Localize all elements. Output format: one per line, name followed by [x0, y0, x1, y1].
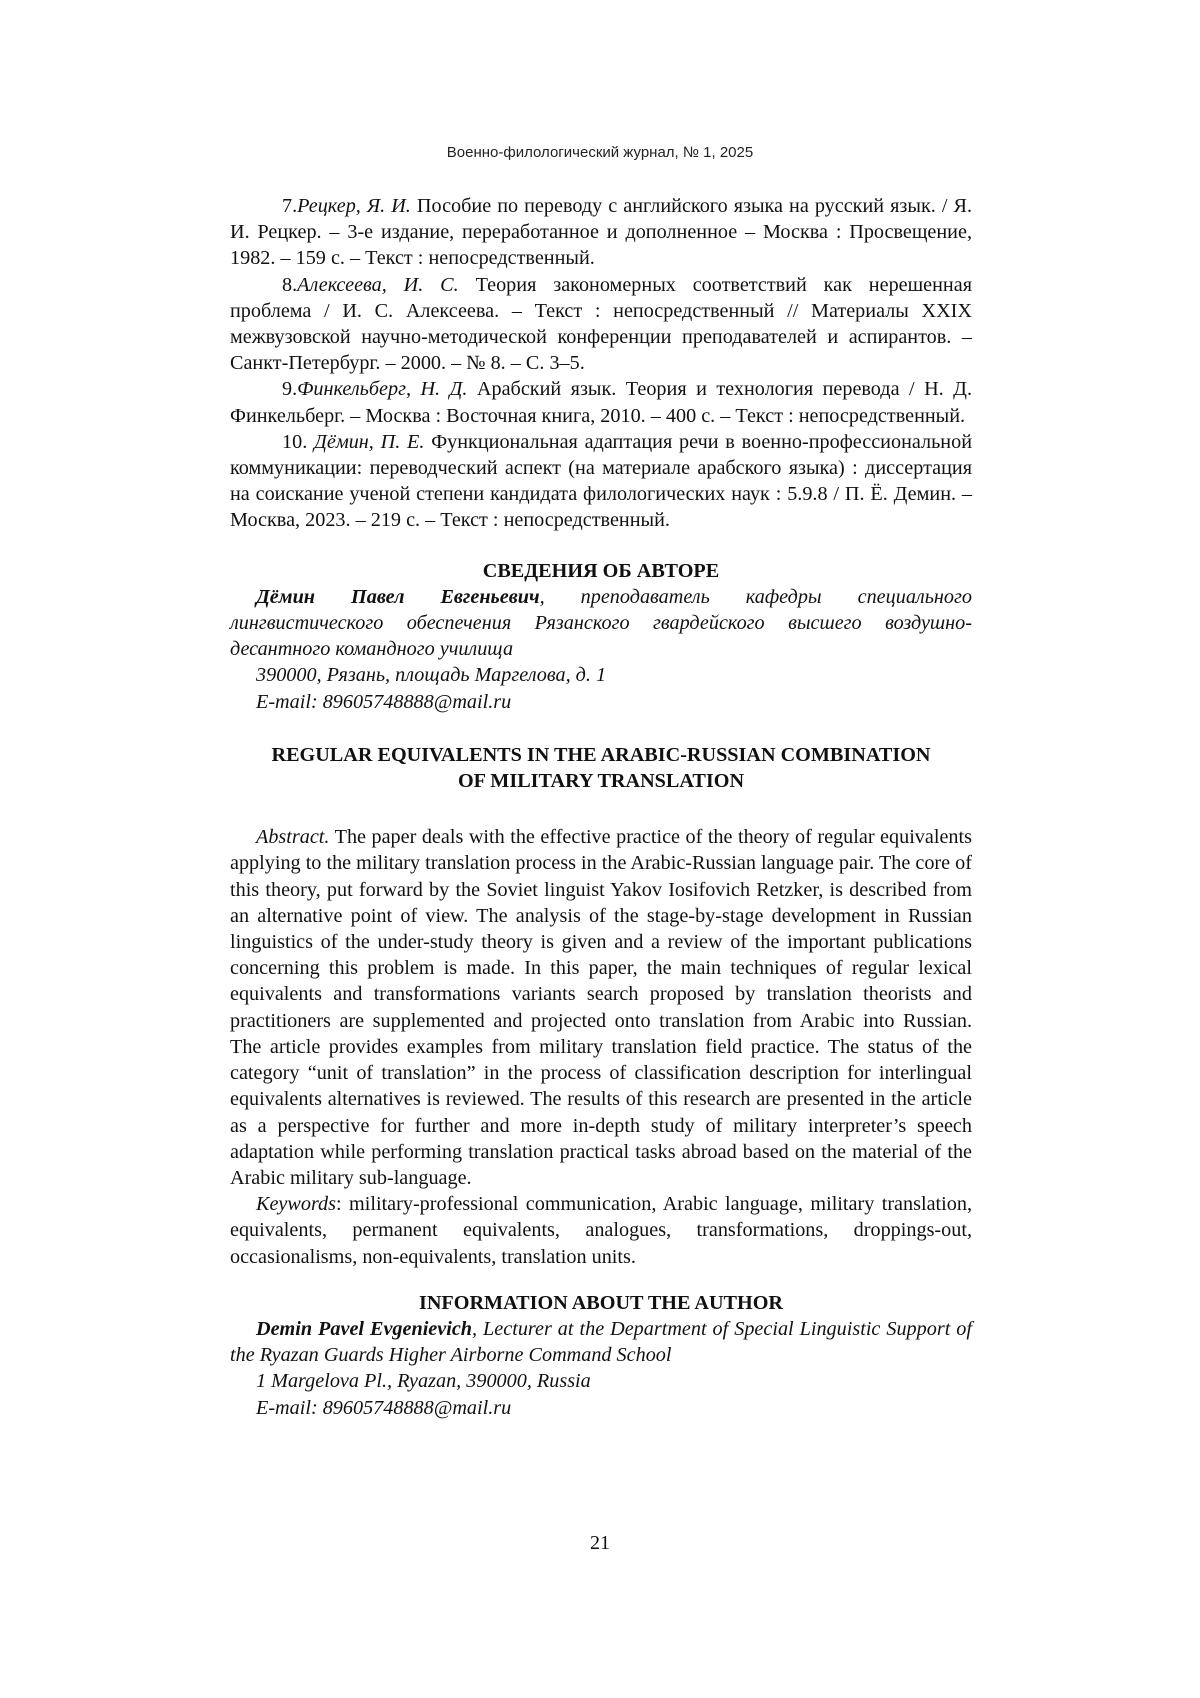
keywords-text: : military-professional communication, Arabic language, military translation, equivalents, permanent equivalents, analogues, transformations, droppings-out, occasionalisms, non-equivalents, translation units.: [230, 1193, 972, 1268]
author-position-en: , Lecturer at the Department of Special Linguistic Support of the Ryazan Guards Higher Airborne Command School: [230, 1317, 972, 1367]
author-email-en: E-mail: 89605748888@mail.ru: [256, 1396, 512, 1419]
author-address-en: 1 Margelova Pl., Ryazan, 390000, Russia: [256, 1370, 591, 1393]
title-line-1: REGULAR EQUIVALENTS IN THE ARABIC-RUSSIAN COMBINATION: [271, 743, 931, 766]
abstract-text: The paper deals with the effective practice of the theory of regular equivalents applying to the military translation process in the Arabic-Russian language pair. The core of this theory, put forward by the Soviet linguist Yakov Iosifovich Retzker, is described from an alternative point of view. The analysis of the stage-by-stage development in Russian linguistics of the under-study theory is given and a review of the important publications concerning this problem is made. In this paper, the main techniques of regular lexical equivalents and transformations variants search proposed by translation theorists and practitioners are supplemented and projected onto translation from Arabic into Russian. The article provides examples from military translation field practice. The status of the category “unit of translation” in the process of classification description for interlingual equivalents alternatives is reviewed. The results of this research are presented in the article as a perspective for further and more in-depth study of military interpreter’s speech adaptation while performing translation practical tasks abroad based on the material of the Arabic military sub-language.: [230, 826, 972, 1189]
author-name-en: Demin Pavel Evgenievich: [256, 1317, 473, 1340]
title-line-2: OF MILITARY TRANSLATION: [457, 770, 745, 793]
keywords: [230, 1191, 972, 1270]
author-info-ru: [230, 558, 972, 715]
reference-item-9: [230, 376, 972, 428]
page-content: [230, 193, 972, 1421]
reference-author: Алексеева, И. С.: [297, 273, 459, 296]
keywords-label: Keywords: [256, 1193, 337, 1216]
reference-number: 10.: [282, 430, 308, 453]
reference-text: Арабский язык. Теория и технология перевода / Н. Д. Финкельберг. – Москва : Восточная книга, 2010. – 400 с. – Текст : непосредственный.: [230, 378, 972, 427]
reference-item-8: [230, 272, 972, 377]
reference-number: 7.: [282, 195, 298, 217]
reference-text: Пособие по переводу с английского языка на русский язык. / Я. И. Рецкер. – 3-е издание, переработанное и дополненное – Москва : Просвещение, 1982. – 159 с. – Текст : непосредственный.: [230, 195, 972, 270]
reference-list: [230, 193, 972, 534]
reference-number: 9.: [282, 378, 298, 401]
author-email-ru: E-mail: 89605748888@mail.ru: [256, 690, 512, 713]
author-position-ru: , преподаватель кафедры специального лингвистического обеспечения Рязанского гвардейского высшего воздушно-десантного командного училища: [230, 585, 972, 661]
reference-item-7: [230, 193, 972, 272]
running-header: Военно-филологический журнал, № 1, 2025: [446, 144, 754, 161]
author-description-ru: [230, 584, 972, 663]
reference-text: Функциональная адаптация речи в военно-профессиональной коммуникации: переводческий аспект (на материале арабского языка) : диссертация на соискание ученой степени кандидата филологических наук : 5.9.8 / П. Ё. Демин. – Москва, 2023. – 219 с. – Текст : непосредственный.: [230, 430, 972, 532]
author-heading-ru: СВЕДЕНИЯ ОБ АВТОРЕ: [482, 559, 720, 582]
reference-item-10: [230, 429, 972, 534]
reference-number: 8.: [282, 273, 298, 296]
author-info-en: [230, 1290, 972, 1421]
reference-author: Финкельберг, Н. Д.: [297, 378, 468, 401]
article-title-en: [230, 742, 972, 794]
abstract-label: Abstract.: [256, 826, 330, 849]
author-description-en: [230, 1316, 972, 1368]
reference-author: Рецкер, Я. И.: [297, 195, 411, 217]
page-number: 21: [590, 1532, 610, 1554]
reference-text: Теория закономерных соответствий как нерешенная проблема / И. С. Алексеева. – Текст : непосредственный // Материалы XXIX межвузовской научно-методической конференции преподавателей и аспирантов. – Санкт-Петербург. – 2000. – № 8. – С. 3–5.: [230, 273, 972, 375]
author-heading-en: INFORMATION ABOUT THE AUTHOR: [419, 1291, 783, 1314]
reference-author: Дёмин, П. Е.: [314, 430, 425, 453]
author-address-ru: 390000, Рязань, площадь Маргелова, д. 1: [256, 664, 607, 687]
abstract: [230, 824, 972, 1191]
author-name-ru: Дёмин Павел Евгеньевич: [256, 585, 540, 608]
